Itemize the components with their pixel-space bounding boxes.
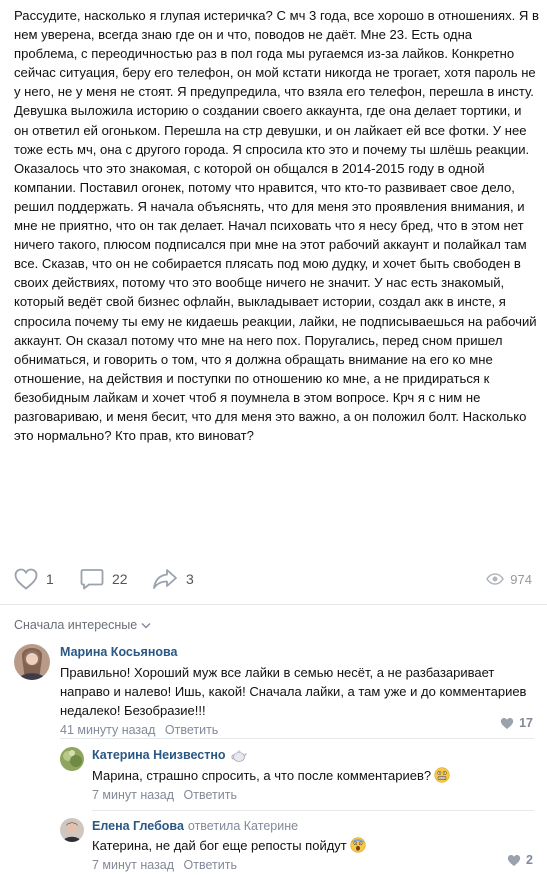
author-name[interactable]: Елена Глебова — [92, 819, 184, 833]
post-text-container — [14, 6, 539, 445]
grimacing-emoji-icon — [434, 767, 450, 783]
reply-button[interactable]: Ответить — [183, 858, 237, 872]
comment-text: Правильно! Хороший муж все лайки в семью несёт, а не разбазаривает направо и налево! Ишь, какой! Сначала лайки, а там уже и до комментариев недалеко! Безобразие!!! — [60, 665, 527, 718]
avatar[interactable] — [60, 747, 84, 771]
comment-body — [92, 818, 532, 873]
views-count: 974 — [510, 571, 532, 587]
comment-text — [92, 836, 532, 855]
comment-icon — [80, 568, 104, 590]
comment-text-content: Катерина, не дай бог еще репосты пойдут — [92, 838, 347, 853]
heart-icon — [14, 568, 38, 590]
comment-button[interactable] — [80, 564, 128, 594]
comment-body — [60, 644, 530, 738]
chevron-down-icon — [141, 622, 151, 629]
heart-icon — [507, 854, 521, 867]
comment-text-content: Марина, страшно спросить, а что после комментариев? — [92, 768, 432, 783]
teapot-emoji-icon — [231, 747, 247, 763]
reply-button[interactable]: Ответить — [164, 723, 219, 737]
comment-time[interactable]: 7 минут назад — [92, 858, 175, 872]
comment-like-count: 17 — [519, 716, 533, 730]
comment-count: 22 — [112, 571, 128, 587]
comment-author[interactable] — [60, 644, 530, 660]
like-button[interactable] — [14, 564, 54, 594]
comment-meta — [60, 722, 530, 738]
heart-icon — [500, 717, 514, 730]
comment-text — [92, 766, 532, 785]
reply-to-label[interactable]: ответила Катерине — [187, 819, 299, 833]
views-counter — [486, 564, 532, 594]
share-button[interactable] — [152, 564, 194, 594]
reply-comment-item — [60, 818, 547, 873]
avatar[interactable] — [14, 644, 50, 680]
comment-separator — [60, 738, 534, 739]
author-name[interactable]: Марина Косьянова — [60, 645, 178, 659]
comment-item — [14, 644, 547, 737]
reply-button[interactable]: Ответить — [183, 788, 237, 802]
comment-meta — [92, 857, 532, 873]
share-arrow-icon — [152, 568, 178, 590]
screaming-emoji-icon — [350, 837, 366, 853]
comment-time[interactable]: 7 минут назад — [92, 788, 175, 802]
eye-icon — [486, 573, 504, 585]
comment-author[interactable] — [92, 747, 532, 763]
like-count: 1 — [46, 571, 54, 587]
comment-meta — [92, 787, 532, 803]
comments-sort-dropdown[interactable] — [14, 618, 151, 632]
reply-comment-item — [60, 747, 547, 807]
divider — [0, 604, 547, 605]
comment-like-button[interactable] — [507, 853, 533, 867]
comment-author[interactable] — [92, 818, 532, 834]
author-name[interactable]: Катерина Неизвестно — [92, 748, 226, 762]
post-text: Рассудите, насколько я глупая истеричка? С мч 3 года, все хорошо в отношениях. Я в нем уверена, всегда знаю где он и что, поводов не даёт. Мне 23. Есть одна проблема, с переодичностью раз в пол года мы ругаемся из-за лайков. Конкретно сейчас ситуация, беру его телефон, он мой кстати никогда не трогает, хотя пароль не у него, не у меня не стоят. Я предупредила, что взяла его телефон, перешла в инсту. Девушка выложила историю о создании своего аккаунта, где она делает тортики, и он ответил ей огоньком. Перешла на стр девушки, и он лайкает ей все фотки. У нее тоже есть мч, она с другого города. Я спросила кто это и почему ты шлёшь реакции. Оказалось что это знакомая, с которой он общался в 2014-2015 году в одной компании. Поставил огонек, потому что нравится, что кто-то развивает свое дело, решил поддержать. Я начала объяснять, что для меня это проявления внимания, и мне не приятно, что он так делает. Начал психовать что я несу бред, что в этом нет ничего такого, плюсом подписался при мне на этот рабочий аккаунт и полайкал там все. Сказав, что он не собирается плясать под мою дудку, и хочет быть свободен в своих действиях, потому что это вообще ничего не значит. У нас есть знакомый, который ведёт свой бизнес офлайн, выкладывает истории, создал акк в инсте, я спросила почему ты ему не кидаешь реакции, лайки, не подписываешься на рабочий аккаунт. Он сказал потому что мне на него пох. Поругались, перед сном пришел обниматься, и говорить о том, что я должна обращать внимание на его ко мне отношение, на действия и поступки по отношению ко мне, а не придираться к безобидным лайкам и хочет чтоб я поумнела в этом вопросе. Крч я с ним не разговариваю, и меня бесит, что для меня это важно, а он положил болт. Насколько это нормально? Кто прав, кто виноват? — [14, 8, 539, 444]
comment-like-count: 2 — [526, 853, 533, 867]
comment-separator — [92, 810, 534, 811]
comment-time[interactable]: 41 минуту назад — [60, 723, 156, 737]
post-actions-bar — [14, 564, 532, 594]
comment-body — [92, 747, 532, 803]
share-count: 3 — [186, 571, 194, 587]
avatar[interactable] — [60, 818, 84, 842]
sort-label: Сначала интересные — [14, 618, 138, 632]
comment-like-button[interactable] — [500, 716, 533, 730]
